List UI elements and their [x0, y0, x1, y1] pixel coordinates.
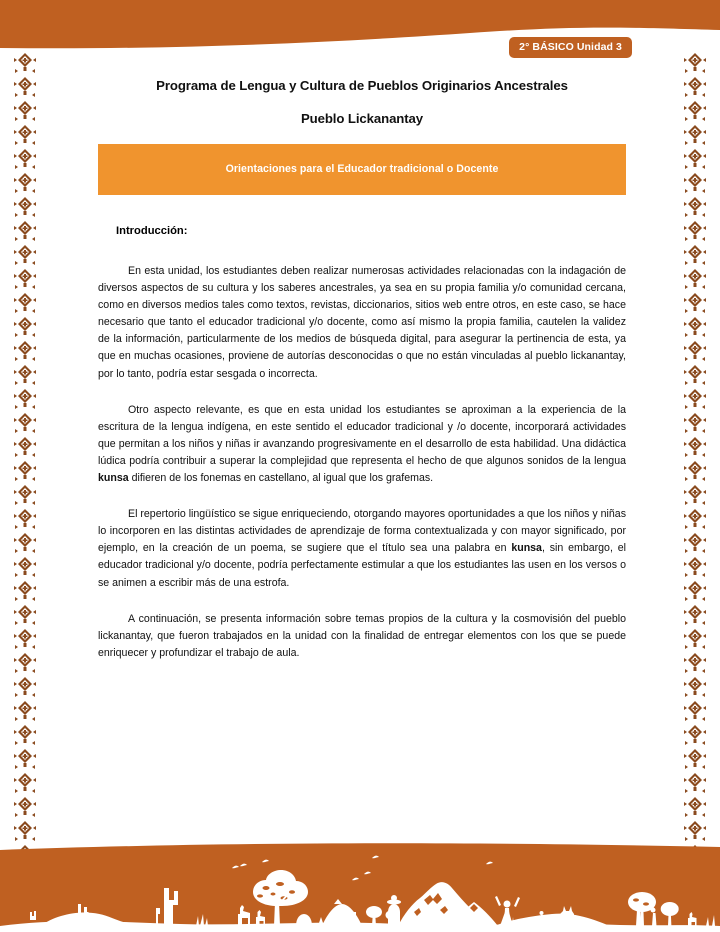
section-heading-introduccion: Introducción:	[116, 225, 188, 237]
term-kunsa-2: kunsa	[511, 542, 542, 555]
paragraph-3	[98, 506, 626, 591]
paragraph-3-before: El repertorio lingüístico se sigue enriqueciendo, otorgando mayores oportunidades a que los niños y niñas lo incorporen en las distintas actividades de aprendizaje de forma contextualizada y con mayor significado, por ejemplo, en la creación de un poema, se sugiere que el título sea una palabra en	[98, 508, 626, 555]
term-kunsa-1: kunsa	[98, 472, 129, 485]
footer-desert-scene	[0, 840, 720, 932]
paragraph-1: En esta unidad, los estudiantes deben realizar numerosas actividades relacionadas con la indagación de diversos aspectos de su cultura y los saberes ancestrales, ya sea en su propia familia y/o comunidad cercana, como en diversos medios tales como textos, revistas, diccionarios, sitios web entre otros, en este caso, se hace necesario que tanto el educador tradicional y/o docente, como así mismo la propia familia, cautelen la validez de la información, particularmente de los medios de búsqueda digital, para asegurar la pertinencia de esta, ya que en muchas ocasiones, proviene de autorías desconocidas o que no están vinculadas al pueblo lickanantay, por lo tanto, podría estar sesgada o incorrecta.	[98, 265, 626, 380]
page-title: Programa de Lengua y Cultura de Pueblos Originarios Ancestrales	[156, 78, 568, 93]
document-content	[98, 78, 626, 681]
unit-badge: 2° BÁSICO Unidad 3	[509, 37, 632, 58]
orientation-banner: Orientaciones para el Educador tradicional o Docente	[98, 144, 626, 195]
paragraph-2-after: difieren de los fonemas en castellano, al igual que los grafemas.	[128, 472, 434, 485]
paragraph-2	[98, 402, 626, 487]
decorative-border-left	[12, 52, 38, 852]
decorative-border-right	[682, 52, 708, 852]
page-subtitle: Pueblo Lickanantay	[300, 111, 424, 126]
paragraph-2-before: Otro aspecto relevante, es que en esta unidad los estudiantes se aproximan a la experiencia de la escritura de la lengua indígena, en este sentido el educador tradicional y /o docente, incorporará actividades que permitan a los niños y niñas ir avanzando progresivamente en el desarrollo de esta habilidad. Una didáctica lúdica podría contribuir a superar la complejidad que representa el hecho de que algunos sonidos de la lengua	[98, 403, 626, 467]
paragraph-4: A continuación, se presenta información sobre temas propios de la cultura y la cosmovisión del pueblo lickanantay, que fueron trabajados en la unidad con la finalidad de entregar elementos con los que se puede enriquecer y profundizar el trabajo de aula.	[98, 612, 626, 659]
paragraph-3-after: , sin embargo, el educador tradicional y/o docente, podría perfectamente estimular a que los estudiantes las usen en los versos o se animen a escribir más de una estrofa.	[98, 542, 626, 589]
